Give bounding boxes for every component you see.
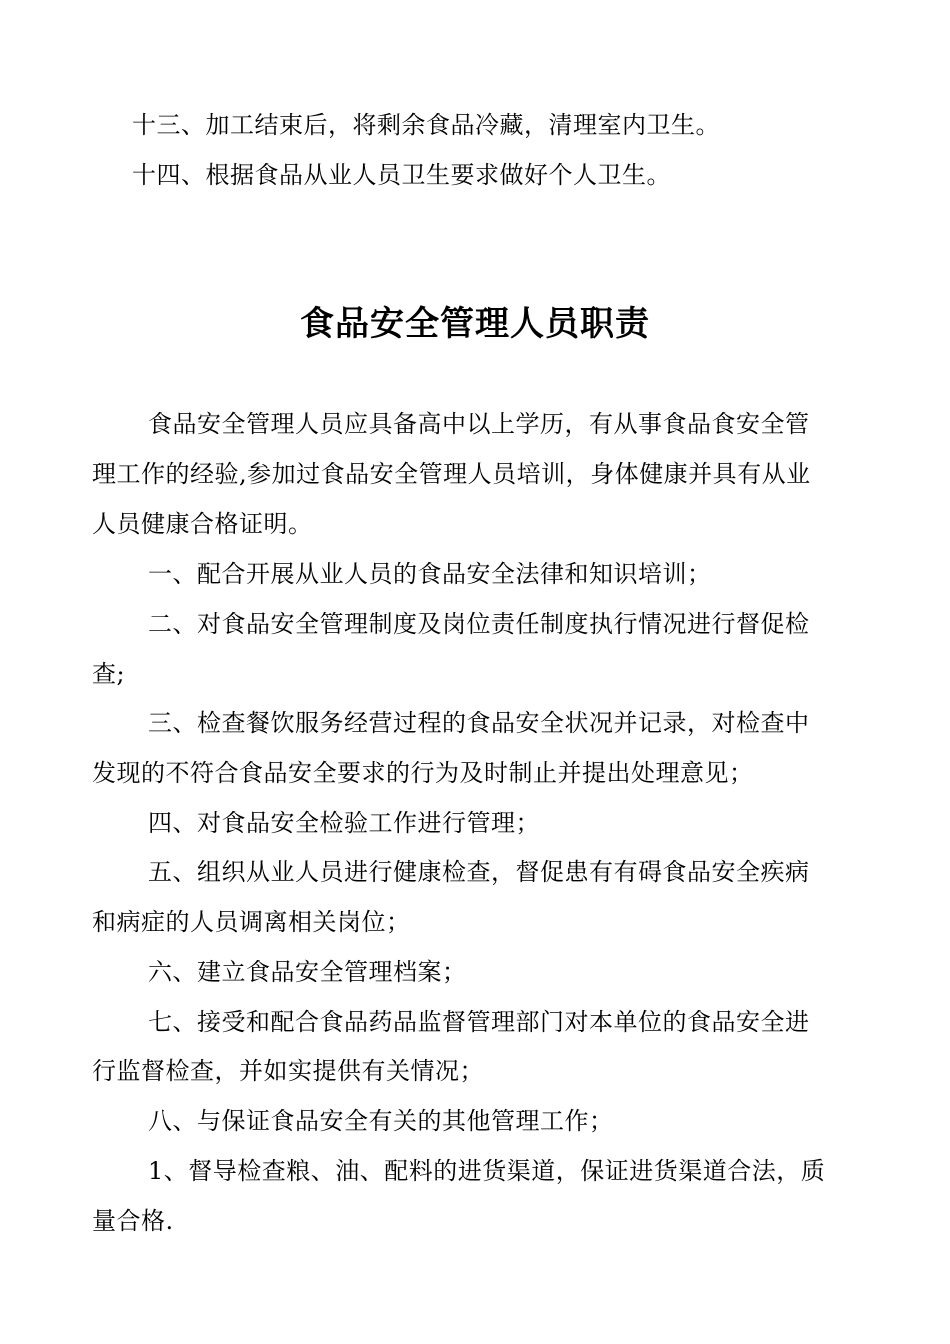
item-14: 十四、根据食品从业人员卫生要求做好个人卫生。: [132, 161, 671, 189]
duty-8: 八、与保证食品安全有关的其他管理工作；: [148, 1107, 614, 1135]
duty-7-line-2: 行监督检查，并如实提供有关情况；: [92, 1057, 484, 1085]
duty-2-line-1: 二、对食品安全管理制度及岗位责任制度执行情况进行督促检: [148, 610, 810, 638]
subitem-1-line-1: 1、督导检查粮、油、配料的进货渠道，保证进货渠道合法，质: [148, 1157, 826, 1185]
item-13: 十三、加工结束后，将剩余食品冷藏，清理室内卫生。: [132, 111, 720, 139]
duty-1: 一、配合开展从业人员的食品安全法律和知识培训；: [148, 560, 712, 588]
duty-7-line-1: 七、接受和配合食品药品监督管理部门对本单位的食品安全进: [148, 1008, 810, 1036]
duty-5-line-2: 和病症的人员调离相关岗位；: [92, 908, 411, 936]
intro-line-2: 理工作的经验,参加过食品安全管理人员培训，身体健康并具有从业: [92, 460, 811, 488]
duty-3-line-1: 三、检查餐饮服务经营过程的食品安全状况并记录，对检查中: [148, 709, 810, 737]
subitem-1-line-2: 量合格.: [92, 1207, 174, 1235]
intro-line-3: 人员健康合格证明。: [92, 510, 313, 538]
duty-3-line-2: 发现的不符合食品安全要求的行为及时制止并提出处理意见；: [92, 759, 754, 787]
section-title: 食品安全管理人员职责: [300, 304, 650, 344]
duty-6: 六、建立食品安全管理档案；: [148, 958, 467, 986]
duty-4: 四、对食品安全检验工作进行管理；: [148, 809, 540, 837]
duty-5-line-1: 五、组织从业人员进行健康检查，督促患有有碍食品安全疾病: [148, 858, 810, 886]
intro-line-1: 食品安全管理人员应具备高中以上学历，有从事食品食安全管: [148, 410, 810, 438]
duty-2-line-2: 查;: [92, 660, 126, 688]
